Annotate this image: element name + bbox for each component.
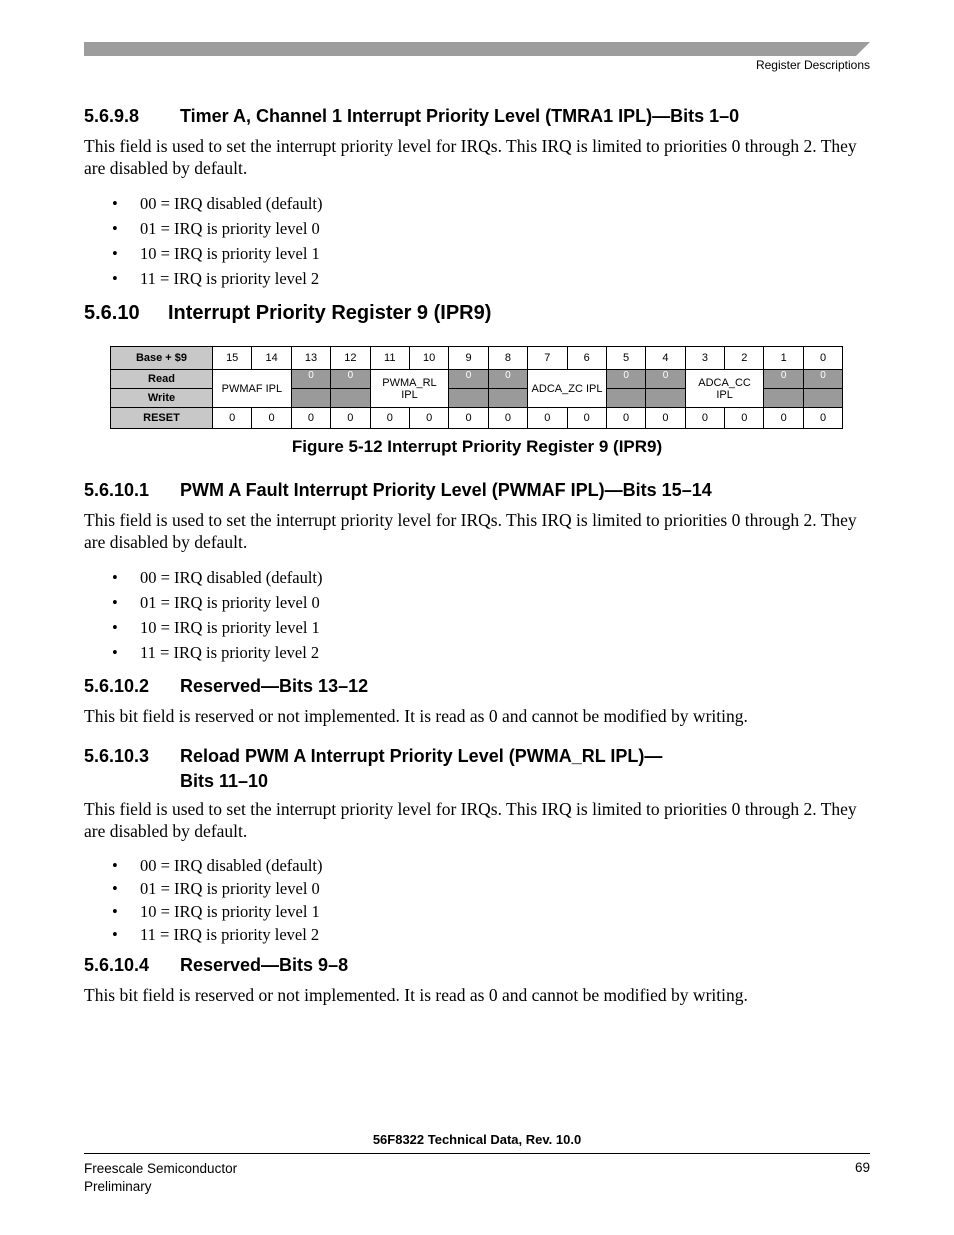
list-item <box>112 241 323 266</box>
bullet-glyph: • <box>112 219 118 238</box>
reset-value: 0 <box>646 408 685 429</box>
section-title: PWM A Fault Interrupt Priority Level (PWMAF IPL)—Bits 15–14 <box>180 480 712 500</box>
bullet-glyph: • <box>112 856 118 875</box>
field-pwmaf-ipl: PWMAF IPL <box>213 370 292 408</box>
section-body: This bit field is reserved or not implemented. It is read as 0 and cannot be modified by writing. <box>84 706 748 726</box>
bit-number: 13 <box>291 347 330 370</box>
list-item-text: 11 = IRQ is priority level 2 <box>140 643 320 662</box>
reserved-write-bit <box>646 389 685 408</box>
figure-caption: Figure 5-12 Interrupt Priority Register 9 (IPR9) <box>291 437 663 456</box>
bit-number: 7 <box>528 347 567 370</box>
row-label-write: Write <box>111 389 213 408</box>
list-item <box>112 191 323 216</box>
bit-number: 8 <box>488 347 527 370</box>
section-heading-5-6-10-4 <box>84 955 348 976</box>
section-heading-5-6-10-2 <box>84 676 368 697</box>
reset-value: 0 <box>370 408 409 429</box>
bullet-glyph: • <box>112 194 118 213</box>
header-bar <box>84 42 870 56</box>
list-item <box>112 266 323 291</box>
reset-value: 0 <box>764 408 803 429</box>
reset-value: 0 <box>291 408 330 429</box>
bit-number: 15 <box>213 347 252 370</box>
reserved-write-bit <box>291 389 330 408</box>
bit-number: 4 <box>646 347 685 370</box>
reserved-write-bit <box>764 389 803 408</box>
reset-value: 0 <box>606 408 645 429</box>
bullet-glyph: • <box>112 902 118 921</box>
bit-number: 2 <box>725 347 764 370</box>
section-heading-5-6-10-1 <box>84 480 712 501</box>
reserved-read-bit: 0 <box>606 370 645 389</box>
section-body: This bit field is reserved or not implemented. It is read as 0 and cannot be modified by writing. <box>84 985 748 1005</box>
list-item-text: 00 = IRQ disabled (default) <box>140 568 323 587</box>
list-item <box>112 900 323 923</box>
bit-number: 12 <box>331 347 370 370</box>
section-title: Interrupt Priority Register 9 (IPR9) <box>168 302 492 324</box>
bit-number: 10 <box>409 347 448 370</box>
list-item-text: 00 = IRQ disabled (default) <box>140 856 323 875</box>
bullet-glyph: • <box>112 925 118 944</box>
field-adca-zc-ipl: ADCA_ZC IPL <box>528 370 607 408</box>
field-name-line2: IPL <box>401 388 418 401</box>
reset-value: 0 <box>409 408 448 429</box>
field-name-line1: PWMA_RL <box>382 376 437 389</box>
running-head: Register Descriptions <box>755 58 870 72</box>
page-number: 69 <box>854 1160 870 1175</box>
list-item <box>112 590 323 615</box>
row-label-base: Base + $9 <box>111 347 213 370</box>
list-item <box>112 854 323 877</box>
reserved-read-bit: 0 <box>764 370 803 389</box>
bullet-list <box>112 854 323 946</box>
bullet-glyph: • <box>112 568 118 587</box>
list-item <box>112 615 323 640</box>
bullet-glyph: • <box>112 643 118 662</box>
reserved-read-bit: 0 <box>291 370 330 389</box>
section-number: 5.6.9.8 <box>84 106 140 126</box>
list-item <box>112 565 323 590</box>
footer-rule <box>84 1153 870 1154</box>
reserved-write-bit <box>488 389 527 408</box>
reserved-read-bit: 0 <box>488 370 527 389</box>
footer-doc-title: 56F8322 Technical Data, Rev. 10.0 <box>372 1132 582 1147</box>
reserved-read-bit: 0 <box>646 370 685 389</box>
list-item <box>112 216 323 241</box>
section-title: Reserved—Bits 9–8 <box>180 955 349 975</box>
bit-number: 0 <box>803 347 842 370</box>
reserved-write-bit <box>606 389 645 408</box>
section-title: Reserved—Bits 13–12 <box>180 676 369 696</box>
list-item-text: 10 = IRQ is priority level 1 <box>140 244 320 263</box>
bullet-glyph: • <box>112 244 118 263</box>
list-item-text: 01 = IRQ is priority level 0 <box>140 219 320 238</box>
section-title: Timer A, Channel 1 Interrupt Priority Level (TMRA1 IPL)—Bits 1–0 <box>180 106 740 126</box>
footer-left <box>84 1160 237 1196</box>
reserved-write-bit <box>449 389 488 408</box>
reset-value: 0 <box>685 408 724 429</box>
reserved-write-bit <box>331 389 370 408</box>
bit-number: 3 <box>685 347 724 370</box>
section-number: 5.6.10.1 <box>84 480 150 500</box>
section-number: 5.6.10 <box>84 302 140 324</box>
list-item-text: 10 = IRQ is priority level 1 <box>140 618 320 637</box>
row-label-reset: RESET <box>111 408 213 429</box>
reset-value: 0 <box>803 408 842 429</box>
field-pwma-rl-ipl <box>370 370 449 408</box>
bullet-glyph: • <box>112 618 118 637</box>
register-table <box>110 346 843 429</box>
bit-number: 5 <box>606 347 645 370</box>
reset-value: 0 <box>449 408 488 429</box>
section-heading-5-6-9-8 <box>84 106 739 127</box>
bit-number: 9 <box>449 347 488 370</box>
section-body: This field is used to set the interrupt priority level for IRQs. This IRQ is limited to priorities 0 through 2. They are disabled by default. <box>84 799 857 841</box>
section-heading-5-6-10-3 <box>84 744 662 794</box>
footer-company: Freescale Semiconductor <box>84 1161 238 1176</box>
bit-number: 6 <box>567 347 606 370</box>
bullet-list <box>112 191 323 291</box>
section-body: This field is used to set the interrupt priority level for IRQs. This IRQ is limited to priorities 0 through 2. They are disabled by default. <box>84 136 857 178</box>
section-heading-5-6-10 <box>84 302 491 325</box>
row-label-read: Read <box>111 370 213 389</box>
section-title-line2: Bits 11–10 <box>180 771 269 791</box>
list-item-text: 11 = IRQ is priority level 2 <box>140 925 320 944</box>
section-number: 5.6.10.2 <box>84 676 150 696</box>
section-number: 5.6.10.3 <box>84 746 150 766</box>
list-item <box>112 640 323 665</box>
list-item-text: 01 = IRQ is priority level 0 <box>140 879 320 898</box>
list-item-text: 00 = IRQ disabled (default) <box>140 194 323 213</box>
reset-value: 0 <box>252 408 291 429</box>
bit-number: 14 <box>252 347 291 370</box>
reset-value: 0 <box>213 408 252 429</box>
reserved-write-bit <box>803 389 842 408</box>
reset-value: 0 <box>331 408 370 429</box>
list-item <box>112 923 323 946</box>
reset-value: 0 <box>528 408 567 429</box>
reset-value: 0 <box>488 408 527 429</box>
reset-value: 0 <box>567 408 606 429</box>
bit-number: 1 <box>764 347 803 370</box>
list-item-text: 10 = IRQ is priority level 1 <box>140 902 320 921</box>
bullet-glyph: • <box>112 269 118 288</box>
bullet-glyph: • <box>112 879 118 898</box>
reserved-read-bit: 0 <box>449 370 488 389</box>
field-name-line1: ADCA_CC <box>698 376 751 389</box>
list-item-text: 11 = IRQ is priority level 2 <box>140 269 320 288</box>
reserved-read-bit: 0 <box>331 370 370 389</box>
field-name-line2: IPL <box>716 388 733 401</box>
field-adca-cc-ipl <box>685 370 764 408</box>
bullet-list <box>112 565 323 665</box>
list-item <box>112 877 323 900</box>
reserved-read-bit: 0 <box>803 370 842 389</box>
section-body: This field is used to set the interrupt priority level for IRQs. This IRQ is limited to priorities 0 through 2. They are disabled by default. <box>84 510 857 552</box>
section-number: 5.6.10.4 <box>84 955 150 975</box>
bullet-glyph: • <box>112 593 118 612</box>
bit-number: 11 <box>370 347 409 370</box>
footer-status: Preliminary <box>84 1179 152 1194</box>
list-item-text: 01 = IRQ is priority level 0 <box>140 593 320 612</box>
section-title-line1: Reload PWM A Interrupt Priority Level (PWMA_RL IPL)— <box>180 746 663 766</box>
reset-value: 0 <box>725 408 764 429</box>
